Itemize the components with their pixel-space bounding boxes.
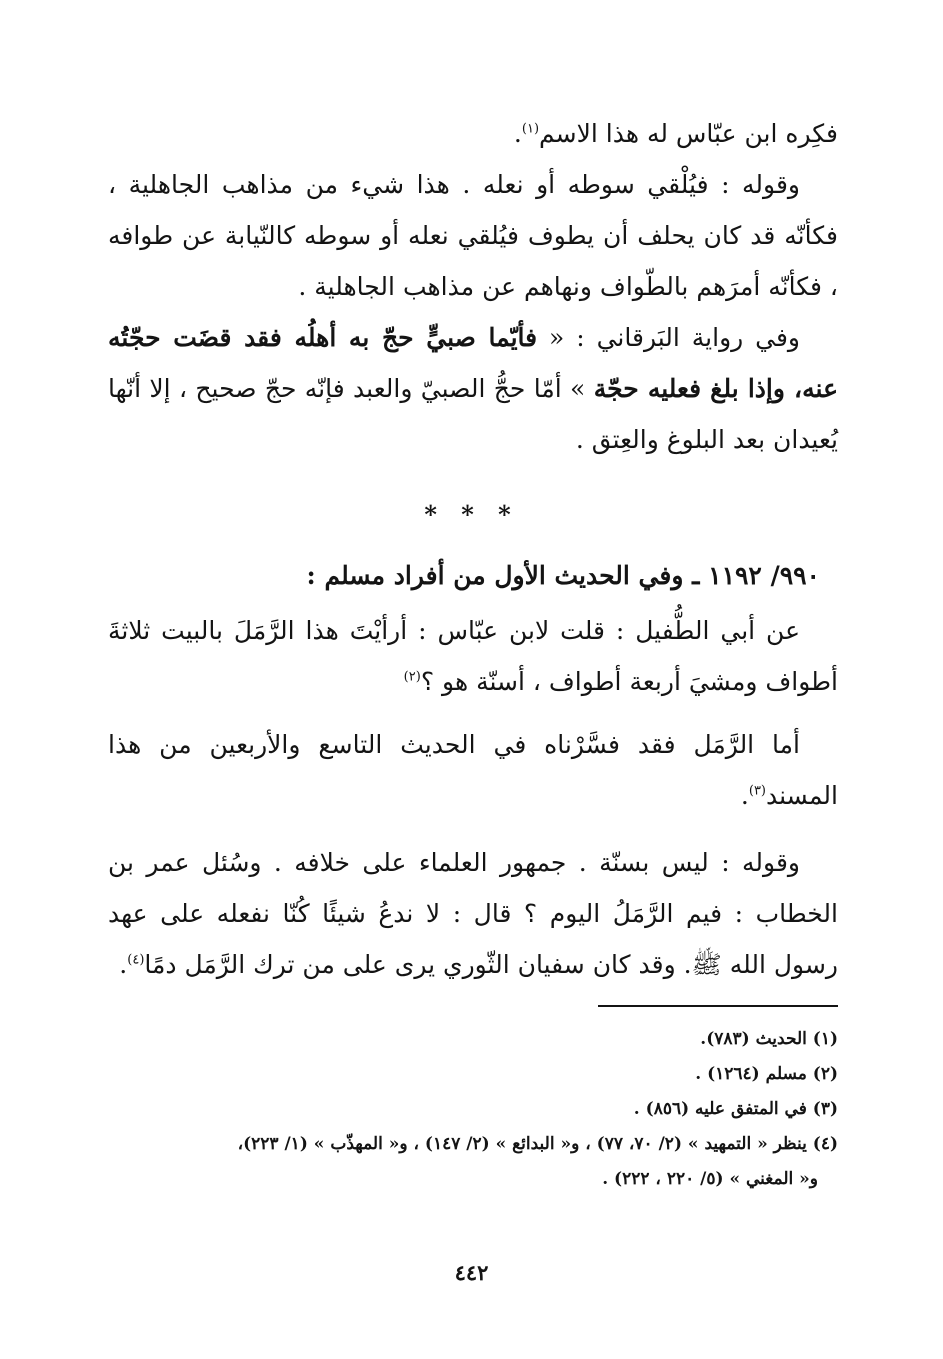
paragraph-3-tail: » أمّا حجُّ الصبيّ والعبد فإنّه حجّ صحيح ، إلا أنّها يُعيدان بعد البلوغ والعِتق . xyxy=(108,374,838,454)
hadith-quote: فأيّما صبيٍّ حجّ به أهلُه فقد قضَت حجّتُه عنه، وإذا بلغ فعليه حجّة xyxy=(108,323,838,403)
paragraph-6-tail: . xyxy=(119,950,128,979)
paragraph-4 xyxy=(108,605,838,707)
paragraph-2 xyxy=(108,159,838,312)
footnote-ref-2: (٢) xyxy=(403,669,421,685)
paragraph-3-lead: وفي رواية البَرقاني : « xyxy=(537,323,800,352)
footnotes xyxy=(108,1022,838,1197)
section-separator: * * * xyxy=(424,500,519,529)
top-text-block xyxy=(108,108,838,465)
paragraph-5-tail: . xyxy=(740,781,749,810)
paragraph-2-text: وقوله : فيُلْقي سوطه أو نعله . هذا شيء من مذاهب الجاهلية ، فكأنّه قد كان يحلف أن يطوف فيُلقي نعله أو سوطه كالنّيابة عن طوافه ، فكأنّه أمرَهم بالطّواف ونهاهم عن مذاهب الجاهلية . xyxy=(108,170,838,301)
footnote-3: (٣) في المتفق عليه (٨٥٦) . xyxy=(633,1099,838,1119)
paragraph-6 xyxy=(108,837,838,990)
footnote-2: (٢) مسلم (١٢٦٤) . xyxy=(695,1064,838,1084)
page-number: ٤٤٢ xyxy=(454,1260,489,1285)
footnote-4-continued: و« المغني » (٥/ ٢٢٠ ، ٢٢٢) . xyxy=(602,1169,818,1189)
footnote-ref-3: (٣) xyxy=(748,783,766,799)
footnote-1: (١) الحديث (٧٨٣). xyxy=(700,1029,838,1049)
paragraph-1-text: فكِره ابن عبّاس له هذا الاسم xyxy=(539,119,838,148)
footnote-ref-1: (١) xyxy=(521,121,540,137)
footnote-4: (٤) ينظر « التمهيد » (٢/ ٧٠، ٧٧) ، و« البدائع » (٢/ ١٤٧) ، و« المهذّب » (١/ ٢٢٣)، xyxy=(237,1134,838,1154)
footnote-divider xyxy=(598,1005,838,1007)
paragraph-1-tail: . xyxy=(513,119,522,148)
bottom-text-block xyxy=(108,605,838,990)
paragraph-5 xyxy=(108,719,838,821)
paragraph-4-text: عن أبي الطُّفيل : قلت لابن عبّاس : أرأيْتَ هذا الرَّمَلَ بالبيت ثلاثةَ أطواف ومشيَ أربعة أطواف ، أسنّة هو ؟ xyxy=(108,616,838,696)
section-heading: ٩٩٠/ ١١٩٢ ـ وفي الحديث الأول من أفراد مسلم : xyxy=(306,561,820,590)
paragraph-1 xyxy=(108,108,838,159)
paragraph-6-text: وقوله : ليس بسنّة . جمهور العلماء على خلافه . وسُئل عمر بن الخطاب : فيم الرَّمَلُ اليوم ؟ قال : لا ندعُ شيئًا كُنّا نفعله على عهد رسول الله ﷺ. وقد كان سفيان الثّوري يرى على من ترك الرَّمَل دمًا xyxy=(108,848,838,979)
footnote-ref-4: (٤) xyxy=(127,952,145,968)
paragraph-5-text: أما الرَّمَل فقد فسَّرْناه في الحديث التاسع والأربعين من هذا المسند xyxy=(108,730,838,810)
paragraph-3 xyxy=(108,312,838,465)
